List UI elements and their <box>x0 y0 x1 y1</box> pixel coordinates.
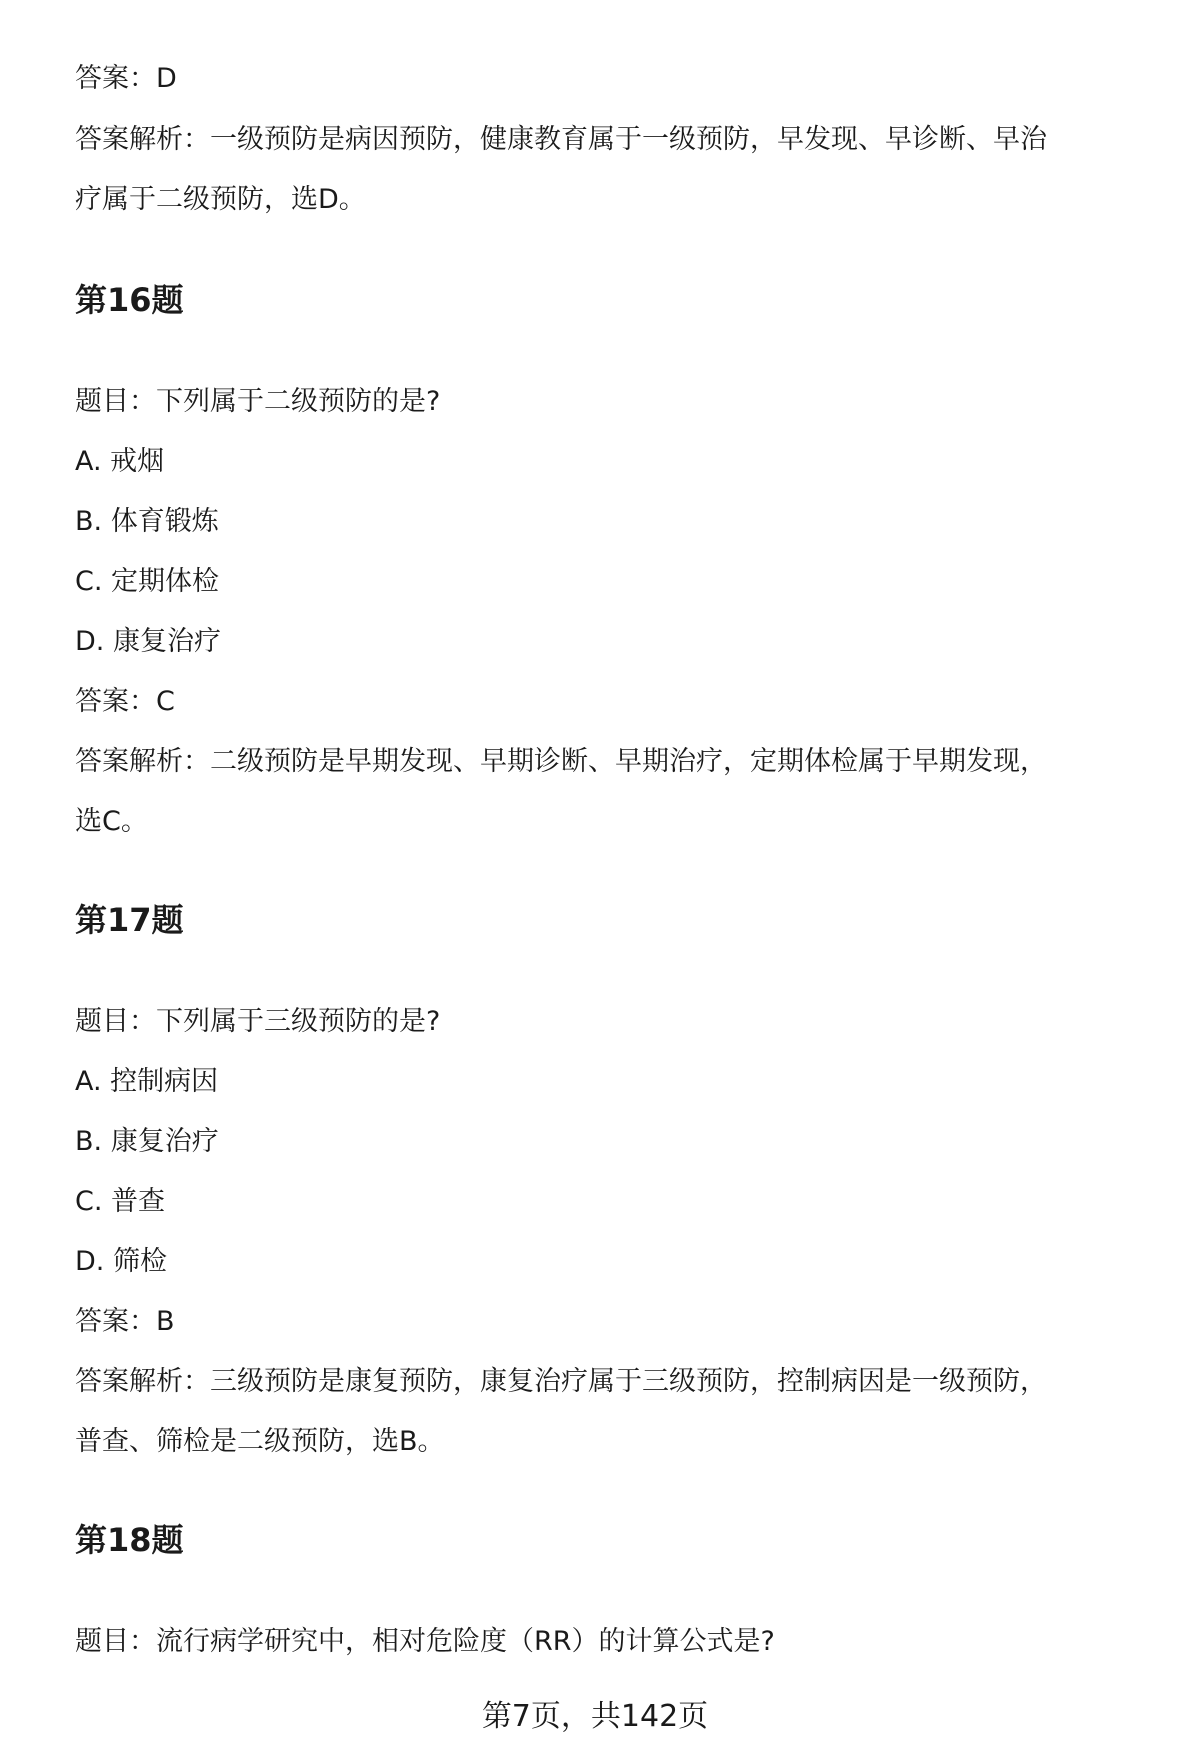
q15-answer: 答案：D <box>75 63 177 94</box>
q16-answer: 答案：C <box>75 686 175 717</box>
q17-option-c: C. 普查 <box>75 1186 166 1217</box>
q16-analysis-line2: 选C。 <box>75 806 148 837</box>
page-indicator: 第7页，共142页 <box>481 1699 709 1734</box>
q16-option-d: D. 康复治疗 <box>75 626 221 657</box>
q17-analysis-line1: 答案解析：三级预防是康复预防，康复治疗属于三级预防，控制病因是一级预防， <box>75 1366 1047 1397</box>
q16-option-b: B. 体育锻炼 <box>75 506 219 537</box>
q17-heading: 第17题 <box>75 901 184 939</box>
q16-question: 题目：下列属于二级预防的是? <box>75 386 441 417</box>
q17-option-b: B. 康复治疗 <box>75 1126 219 1157</box>
q16-heading: 第16题 <box>75 281 184 319</box>
q17-answer: 答案：B <box>75 1306 175 1337</box>
q17-option-d: D. 筛检 <box>75 1246 167 1277</box>
q17-question: 题目：下列属于三级预防的是? <box>75 1006 441 1037</box>
q17-option-a: A. 控制病因 <box>75 1066 219 1097</box>
q16-option-a: A. 戒烟 <box>75 446 165 477</box>
q18-heading: 第18题 <box>75 1521 184 1559</box>
q16-analysis-line1: 答案解析：二级预防是早期发现、早期诊断、早期治疗，定期体检属于早期发现， <box>75 746 1047 777</box>
q18-question: 题目：流行病学研究中，相对危险度（RR）的计算公式是? <box>75 1626 775 1657</box>
q16-option-c: C. 定期体检 <box>75 566 220 597</box>
q17-analysis-line2: 普查、筛检是二级预防，选B。 <box>75 1426 445 1457</box>
q15-analysis-line1: 答案解析：一级预防是病因预防，健康教育属于一级预防，早发现、早诊断、早治 <box>75 124 1047 155</box>
q15-analysis-line2: 疗属于二级预防，选D。 <box>75 184 366 215</box>
